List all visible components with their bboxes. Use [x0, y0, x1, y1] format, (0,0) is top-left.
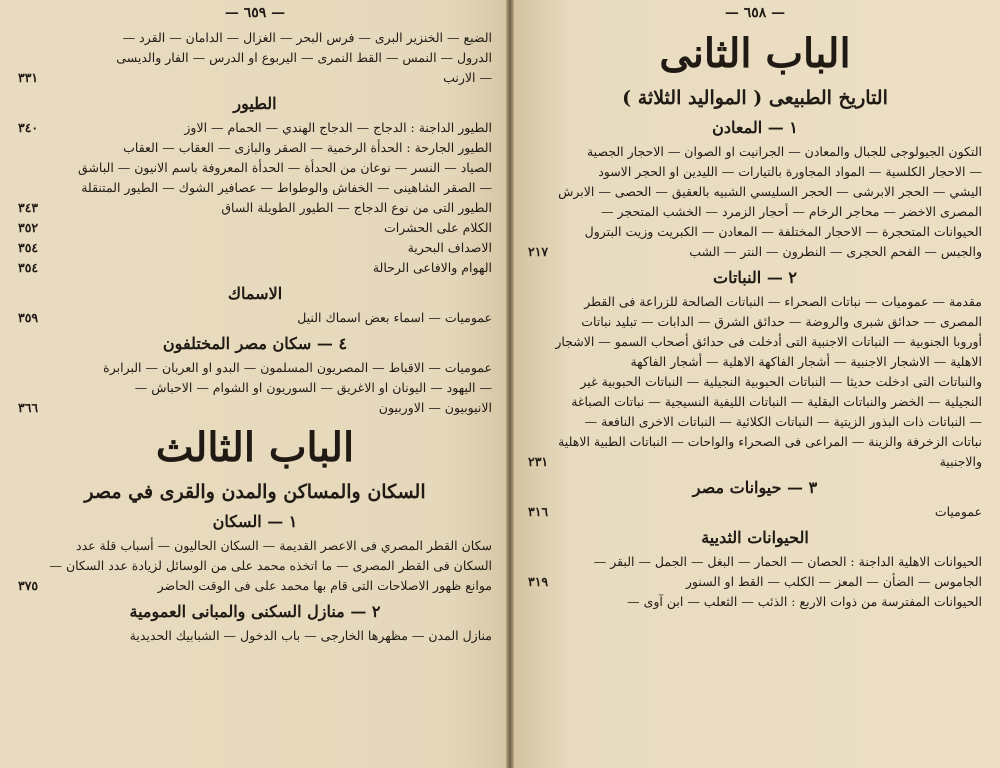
section-heading: الاسماك — [227, 284, 283, 303]
entry-text: الاصداف البحرية — [407, 240, 492, 255]
section-heading: ١ — السكان — [212, 512, 298, 531]
entry-page: ٢١٧ — [528, 244, 549, 259]
text-line: عموميات — الاقباط — المصريون المسلمون — البدو او العربان — البرابرة — [103, 360, 492, 375]
text-line: الدرول — النمس — القط النمرى — اليربوع او الدرس — الفار والديسى — [116, 50, 492, 65]
text-line: الحيوانات الاهلية الداجنة : الحصان — الحمار — البغل — الجمل — البقر — — [593, 554, 982, 569]
text-line: المصرى الاخضر — محاجر الرخام — أحجار الزمرد — الخشب المتحجر — — [601, 204, 982, 219]
text-line: الحيوانات المتحجرة — الاحجار المختلفة — المعادن — الكبريت وزيت البترول — [584, 224, 982, 239]
toc-entry — [18, 138, 492, 158]
section-heading: ٢ — النباتات — [713, 268, 797, 287]
toc-entry — [528, 572, 982, 592]
text-line: النجيلية — الخضر والنباتات البقلية — النباتات الليفية النسيجية — نباتات الصباغة — [571, 394, 982, 409]
toc-entry — [18, 238, 492, 258]
section-heading: الطيور — [233, 94, 277, 113]
entry-text: الانيوبيون — الاوربيون — [378, 400, 492, 415]
toc-entry — [18, 198, 492, 218]
entry-text: الجاموس — الضأن — المعز — الكلب — القط او السنور — [685, 574, 982, 589]
section-heading: ٤ — سكان مصر المختلفون — [162, 334, 348, 353]
section-heading: ٢ — منازل السكنى والمبانى العمومية — [129, 602, 381, 621]
text-line: والنباتات التى ادخلت حديثا — النباتات الحبوبية النجيلية — النباتات الحبوبية غير — [580, 374, 982, 389]
entry-text: — الارنب — [443, 70, 492, 85]
toc-entry — [18, 576, 492, 596]
entry-page: ٣٦٦ — [18, 400, 39, 415]
entry-text: عموميات — اسماء بعض اسماك النيل — [297, 310, 492, 325]
toc-entry — [18, 308, 492, 328]
text-line: — الاحجار الكلسية — المواد المجاورة بالتيارات — الليدين او الحجر الاسود — [598, 164, 982, 179]
text-line: الضبع — الخنزير البرى — فرس البحر — الغزال — الدامان — القرد — — [122, 30, 492, 45]
toc-entry — [528, 452, 982, 472]
text-line: سكان القطر المصري فى الاعصر القديمة — السكان الحاليون — أسباب قلة عدد — [76, 538, 492, 553]
toc-entry — [528, 502, 982, 522]
entry-text: عموميات — [934, 504, 982, 519]
text-line: مقدمة — عموميات — نباتات الصحراء — النباتات الصالحة للزراعة فى القطر — [584, 294, 982, 309]
entry-page: ٣٥٩ — [18, 310, 39, 325]
text-line: — اليهود — اليونان او الاغريق — السوريون او الشوام — الاحباش — — [134, 380, 492, 395]
entry-text: الهوام والافاعى الرحالة — [372, 260, 492, 275]
entry-page: ٣٥٤ — [18, 260, 39, 275]
toc-entry — [18, 178, 492, 198]
entry-text: الطيور الجارحة : الحدأة الرخمية — الصقر والبازى — العقاب — العقاب — [123, 140, 492, 155]
text-line: أوروبا الجنوبية — النباتات الاجنبية التى أدخلت فى حدائق أصحاب السمو — الاشجار — [555, 334, 982, 349]
entry-text: موانع ظهور الاصلاحات التى قام بها محمد على فى الوقت الحاضر — [157, 578, 492, 593]
chapter-subtitle: السكان والمساكن والمدن والقرى في مصر — [84, 481, 426, 503]
book-gutter — [506, 0, 514, 768]
entry-page: ٣٣١ — [18, 70, 39, 85]
toc-entry — [18, 258, 492, 278]
text-line: التكون الجيولوجى للجبال والمعادن — الجرانيت او الصوان — الاحجار الجصية — [586, 144, 982, 159]
page-number: — ٦٥٩ — — [224, 5, 286, 21]
entry-text: الكلام على الحشرات — [384, 220, 492, 235]
entry-page: ٣٤٠ — [18, 120, 39, 135]
section-heading: ١ — المعادن — [712, 118, 798, 137]
text-line: الحيوانات المفترسة من ذوات الاربع : الذئب — الثعلب — ابن آوى — — [627, 594, 982, 609]
toc-entry — [18, 68, 492, 88]
text-line: نباتات الزخرفة والزينة — المراعى فى الصحراء والواحات — النباتات الطبية الاهلية — [558, 434, 982, 449]
text-line: السكان فى القطر المصرى — ما اتخذه محمد على من الوسائل لزيادة عدد السكان — — [49, 558, 492, 573]
entry-page: ٣٥٤ — [18, 240, 39, 255]
entry-text: الصياد — النسر — نوعان من الحدأة — الحدأة المعروفة باسم الانيون — الباشق — [78, 160, 492, 175]
chapter-title: الباب الثانى — [659, 30, 851, 77]
section-heading: الحيوانات الثديية — [701, 528, 809, 547]
entry-text: والجبس — الفحم الحجرى — النطرون — النتر — الشب — [689, 244, 982, 259]
entry-page: ٣٧٥ — [18, 578, 39, 593]
entry-text: الطيور الداجنة : الدجاج — الدجاج الهندي — الحمام — الاوز — [184, 120, 492, 135]
entry-page: ٢٣١ — [528, 454, 549, 469]
section-heading: ٣ — حيوانات مصر — [692, 478, 818, 497]
entry-page: ٣١٦ — [528, 504, 549, 519]
entry-page: ٣١٩ — [528, 574, 549, 589]
entry-page: ٣٥٢ — [18, 220, 39, 235]
text-line: منازل المدن — مظهرها الخارجى — باب الدخول — الشبابيك الحديدية — [129, 628, 492, 643]
toc-entry — [528, 242, 982, 262]
toc-entry — [18, 158, 492, 178]
right-page — [514, 0, 1000, 768]
page-number: — ٦٥٨ — — [724, 5, 786, 21]
text-line: المصرى — حدائق شبرى والروضة — حدائق الشرق — الدابات — تبليد نباتات — [581, 314, 982, 329]
toc-entry — [18, 218, 492, 238]
entry-text: — الصقر الشاهينى — الخفاش والوطواط — عصافير الشوك — الطيور المتنقلة — [81, 180, 492, 195]
toc-entry — [18, 118, 492, 138]
entry-page: ٣٤٣ — [18, 200, 39, 215]
toc-entry — [18, 398, 492, 418]
entry-text: الطيور التى من نوع الدجاج — الطيور الطويلة الساق — [221, 200, 492, 215]
text-line: الاهلية — الاشجار الاجنبية — أشجار الفاكهة الاهلية — أشجار الفاكهة — [630, 354, 982, 369]
text-line: اليشي — الحجر الابرشى — الحجر السليسي الشبيه بالعقيق — الحصى — الابرش — [558, 184, 982, 199]
chapter-subtitle: التاريخ الطبيعى ( المواليد الثلاثة ) — [622, 87, 888, 109]
text-line: — النباتات ذات البذور الزيتية — النباتات الكلائية — النباتات الاخرى النافعة — — [584, 414, 982, 429]
chapter-title: الباب الثالث — [155, 424, 355, 471]
entry-text: والاجنبية — [939, 454, 982, 469]
